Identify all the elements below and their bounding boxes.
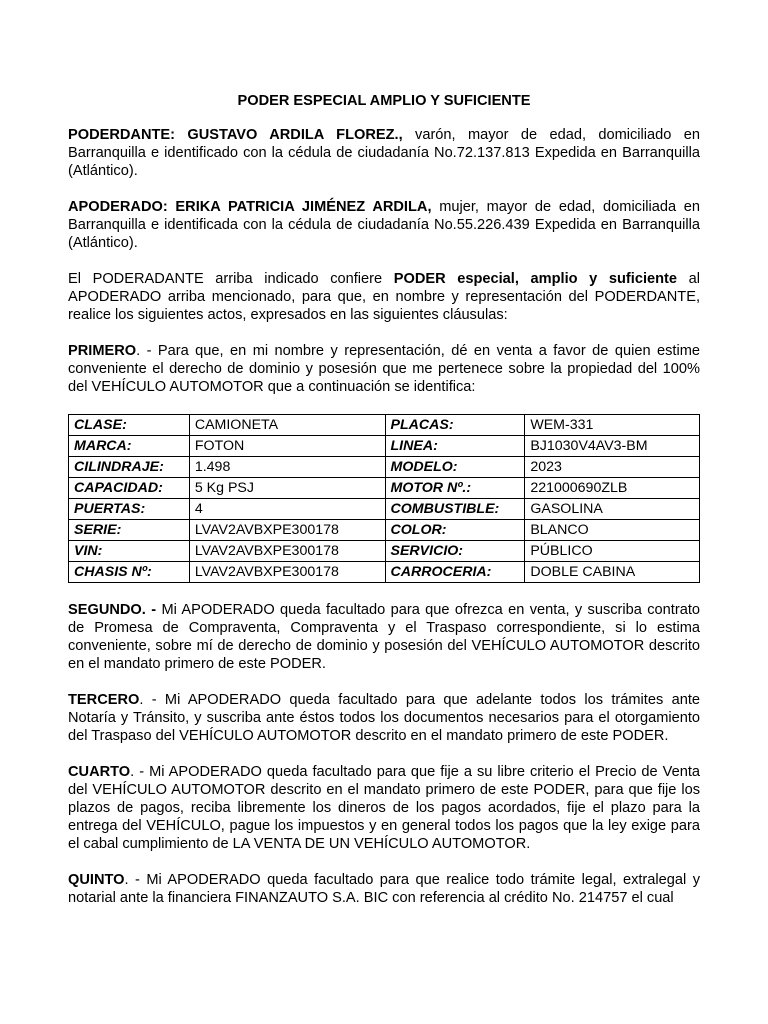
table-row (69, 457, 700, 478)
vehicle-table-body (69, 415, 700, 583)
table-label-cell: LINEA: (385, 436, 525, 457)
table-value-cell: BJ1030V4AV3-BM (525, 436, 700, 457)
table-value-cell: WEM-331 (525, 415, 700, 436)
table-label-cell: SERIE: (69, 520, 190, 541)
table-value-cell: CAMIONETA (189, 415, 385, 436)
table-label-cell: MODELO: (385, 457, 525, 478)
primero-paragraph (68, 342, 700, 396)
table-row (69, 415, 700, 436)
table-row (69, 562, 700, 583)
tercero-text: . - Mi APODERADO queda facultado para que adelante todos los trámites ante Notaría y Tránsito, y suscriba ante éstos todos los documentos necesarios para el otorgamiento del Traspaso del VEHÍCULO AUTOMOTOR descrito en el mandato primero de este PODER. (68, 692, 700, 744)
quinto-label: QUINTO (68, 872, 125, 888)
table-value-cell: BLANCO (525, 520, 700, 541)
primero-text: . - Para que, en mi nombre y representación, dé en venta a favor de quien estime conveniente el derecho de dominio y posesión que me pertenece sobre la propiedad del 100% del VEHÍCULO AUTOMOTOR que a continuación se identifica: (68, 343, 700, 395)
table-value-cell: 5 Kg PSJ (189, 478, 385, 499)
table-label-cell: MOTOR Nº.: (385, 478, 525, 499)
table-value-cell: LVAV2AVBXPE300178 (189, 562, 385, 583)
table-label-cell: SERVICIO: (385, 541, 525, 562)
table-label-cell: COMBUSTIBLE: (385, 499, 525, 520)
segundo-label: SEGUNDO. - (68, 602, 157, 618)
table-value-cell: 4 (189, 499, 385, 520)
vehicle-table (68, 414, 700, 583)
table-value-cell: GASOLINA (525, 499, 700, 520)
table-row (69, 499, 700, 520)
table-label-cell: CLASE: (69, 415, 190, 436)
document-title: PODER ESPECIAL AMPLIO Y SUFICIENTE (237, 93, 531, 109)
table-value-cell: 1.498 (189, 457, 385, 478)
segundo-text: Mi APODERADO queda facultado para que ofrezca en venta, y suscriba contrato de Promesa de Compraventa, Compraventa y el Traspaso correspondiente, si lo estima conveniente, sobre mí de derecho de dominio y posesión del VEHÍCULO AUTOMOTOR descrito en el mandato primero de este PODER. (68, 602, 700, 672)
table-label-cell: CARROCERIA: (385, 562, 525, 583)
apoderado-text: mujer, mayor de edad, domiciliada en Barranquilla e identificada con la cédula de ciudadanía No.55.226.439 Expedida en Barranquilla (Atlántico). (68, 199, 700, 251)
table-row (69, 541, 700, 562)
table-value-cell: DOBLE CABINA (525, 562, 700, 583)
table-label-cell: PLACAS: (385, 415, 525, 436)
table-row (69, 520, 700, 541)
table-label-cell: PUERTAS: (69, 499, 190, 520)
cuarto-text: . - Mi APODERADO queda facultado para que fije a su libre criterio el Precio de Venta del VEHÍCULO AUTOMOTOR descrito en el mandato primero de este PODER, para que fije los plazos de pagos, reciba libremente los dineros de los pagos acordados, fije el plazo para la entrega del VEHÍCULO, pague los impuestos y en general todos los pagos que la ley exige para el cabal cumplimiento de LA VENTA DE UN VEHÍCULO AUTOMOTOR. (68, 764, 700, 852)
table-value-cell: 221000690ZLB (525, 478, 700, 499)
table-value-cell: PÚBLICO (525, 541, 700, 562)
primero-label: PRIMERO (68, 343, 137, 359)
intro-text-before: El PODERADANTE arriba indicado confiere (68, 271, 394, 287)
table-label-cell: CHASIS Nº: (69, 562, 190, 583)
poderdante-paragraph (68, 126, 700, 180)
table-value-cell: LVAV2AVBXPE300178 (189, 541, 385, 562)
table-row (69, 478, 700, 499)
cuarto-paragraph (68, 763, 700, 853)
table-label-cell: COLOR: (385, 520, 525, 541)
table-label-cell: VIN: (69, 541, 190, 562)
cuarto-label: CUARTO (68, 764, 131, 780)
intro-paragraph (68, 270, 700, 324)
tercero-label: TERCERO (68, 692, 140, 708)
table-value-cell: LVAV2AVBXPE300178 (189, 520, 385, 541)
table-label-cell: CAPACIDAD: (69, 478, 190, 499)
table-label-cell: MARCA: (69, 436, 190, 457)
intro-bold: PODER especial, amplio y suficiente (393, 271, 678, 287)
document-page (68, 92, 700, 925)
table-value-cell: FOTON (189, 436, 385, 457)
poderdante-text: varón, mayor de edad, domiciliado en Barranquilla e identificado con la cédula de ciudadanía No.72.137.813 Expedida en Barranquilla (Atlántico). (68, 127, 700, 179)
apoderado-paragraph (68, 198, 700, 252)
poderdante-label: PODERDANTE: GUSTAVO ARDILA FLOREZ., (68, 127, 403, 143)
table-value-cell: 2023 (525, 457, 700, 478)
segundo-paragraph (68, 601, 700, 673)
quinto-paragraph (68, 871, 700, 907)
tercero-paragraph (68, 691, 700, 745)
apoderado-label: APODERADO: ERIKA PATRICIA JIMÉNEZ ARDILA, (68, 199, 432, 215)
intro-text-after: al APODERADO arriba mencionado, para que, en nombre y representación del PODERDANTE, realice los siguientes actos, expresados en las siguientes cláusulas: (68, 271, 701, 323)
table-row (69, 436, 700, 457)
quinto-text: . - Mi APODERADO queda facultado para que realice todo trámite legal, extralegal y notarial ante la financiera FINANZAUTO S.A. BIC con referencia al crédito No. 214757 el cual (68, 872, 700, 906)
table-label-cell: CILINDRAJE: (69, 457, 190, 478)
